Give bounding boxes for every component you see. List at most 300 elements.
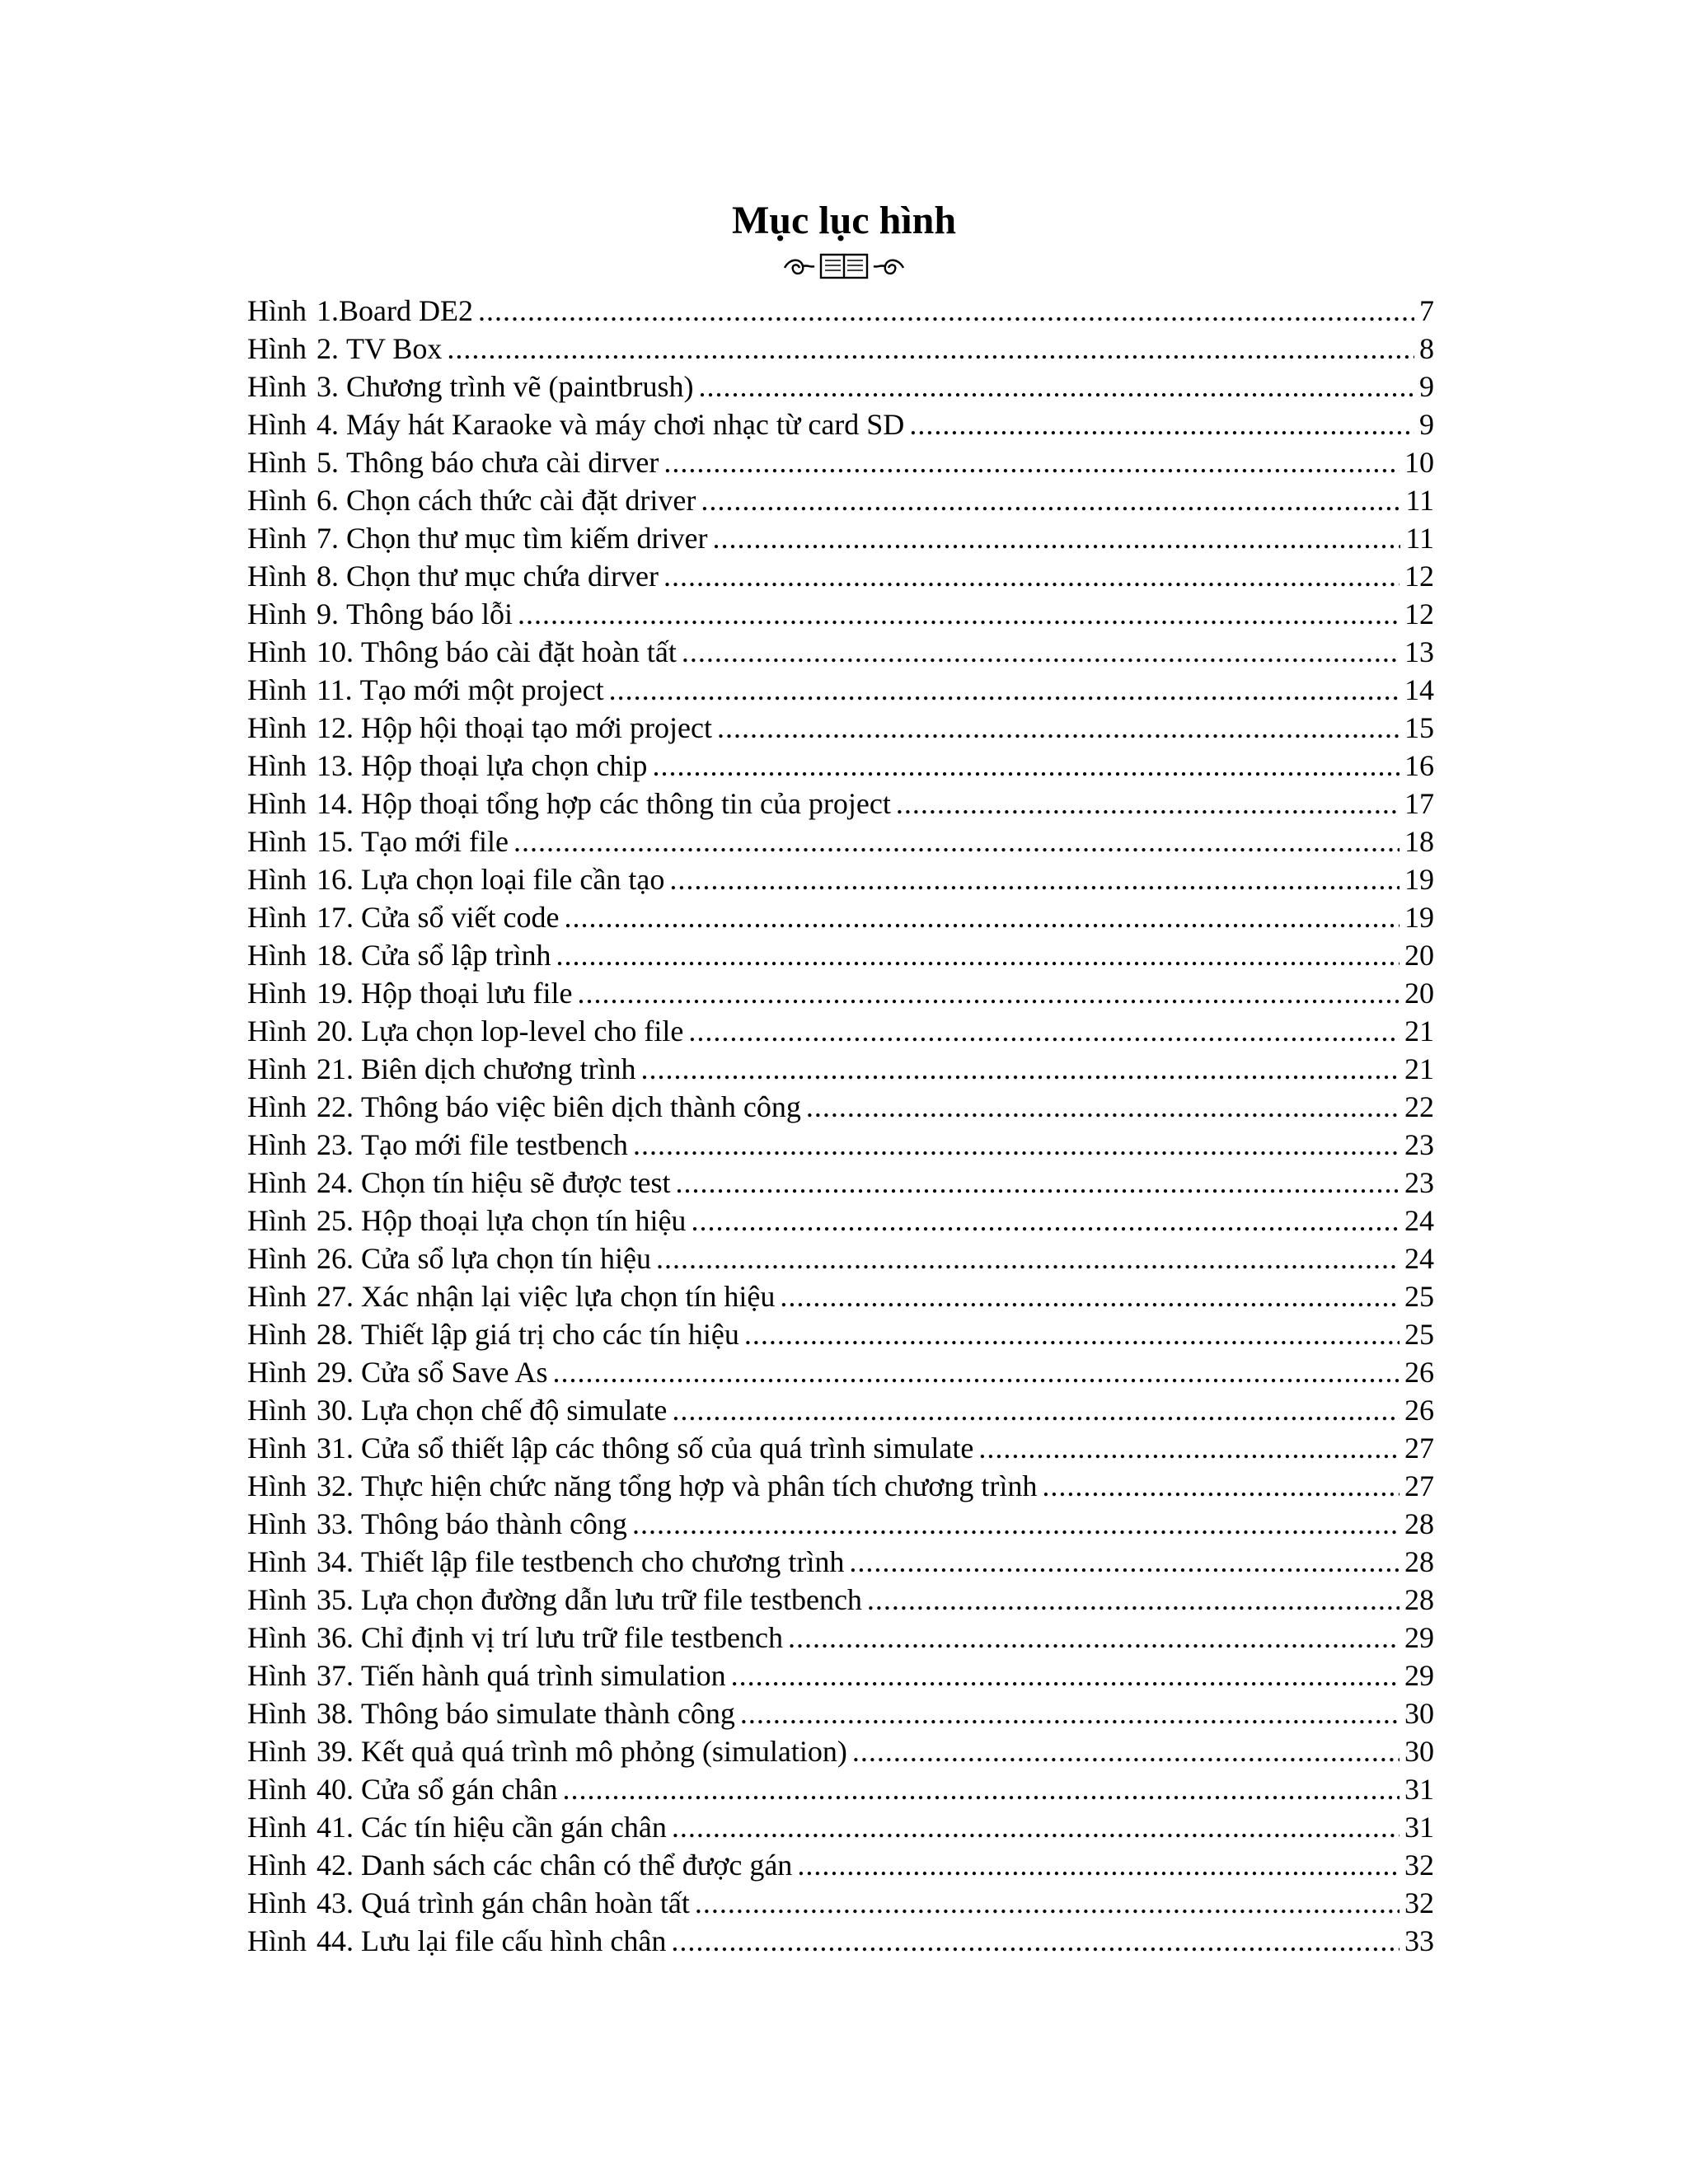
entry-number: 43. [316, 1886, 354, 1919]
entry-separator [354, 1884, 361, 1922]
entry-caption: Hộp thoại lưu file [361, 977, 573, 1010]
entry-caption: Thực hiện chức năng tổng hợp và phân tích chương trình [361, 1469, 1038, 1502]
entry-prefix: Hình [247, 825, 307, 858]
entry-prefix: Hình [247, 1015, 307, 1047]
entry-page-number: 19 [1404, 863, 1434, 896]
entry-prefix: Hình [247, 635, 307, 668]
entry-separator [354, 1467, 361, 1505]
entry-prefix: Hình [247, 673, 307, 706]
entry-separator [354, 1202, 361, 1240]
entry-page-number: 26 [1404, 1356, 1434, 1389]
entry-page-number: 28 [1404, 1583, 1434, 1616]
entry-caption: Tạo mới file [361, 825, 509, 858]
dot-leader [701, 481, 1400, 519]
toc-entry[interactable] [247, 1846, 1434, 1884]
entry-number: 4. [316, 408, 339, 441]
entry-prefix: Hình [247, 1886, 307, 1919]
entry-separator [354, 1732, 361, 1770]
toc-entry[interactable] [247, 1240, 1434, 1277]
entry-page-number: 23 [1404, 1166, 1434, 1199]
entry-caption: Tạo mới một project [359, 673, 604, 706]
entry-number: 39. [316, 1735, 354, 1768]
entry-caption: Cửa sổ lựa chọn tín hiệu [361, 1242, 651, 1275]
entry-caption: TV Box [346, 332, 443, 365]
entry-page-number: 24 [1404, 1242, 1434, 1275]
entry-separator [354, 1543, 361, 1581]
entry-separator [339, 405, 346, 443]
entry-separator [339, 481, 346, 519]
toc-entry[interactable] [247, 1770, 1434, 1808]
entry-separator [354, 1277, 361, 1315]
entry-number: 13. [316, 749, 354, 782]
entry-prefix: Hình [247, 1507, 307, 1540]
entry-prefix: Hình [247, 1432, 307, 1465]
entry-prefix: Hình [247, 1166, 307, 1199]
entry-caption: Máy hát Karaoke và máy chơi nhạc từ card SD [346, 408, 905, 441]
entry-page-number: 15 [1404, 711, 1434, 744]
entry-page-number: 27 [1404, 1432, 1434, 1465]
entry-page-number: 33 [1404, 1924, 1434, 1957]
toc-entry[interactable] [247, 1732, 1434, 1770]
entry-number: 1. [316, 294, 339, 327]
entry-page-number: 28 [1404, 1545, 1434, 1578]
entry-caption: Cửa sổ thiết lập các thông số của quá trình simulate [361, 1432, 974, 1465]
toc-entry[interactable] [247, 519, 1434, 557]
entry-separator [354, 1088, 361, 1126]
dot-leader [712, 519, 1400, 557]
entry-page-number: 28 [1404, 1507, 1434, 1540]
dot-leader [978, 1429, 1400, 1467]
entry-separator [354, 936, 361, 974]
entry-number: 22. [316, 1090, 354, 1123]
entry-separator [354, 1050, 361, 1088]
entry-page-number: 20 [1404, 939, 1434, 972]
entry-prefix: Hình [247, 977, 307, 1010]
toc-entry[interactable] [247, 1202, 1434, 1240]
toc-entry[interactable] [247, 1164, 1434, 1202]
entry-number: 12. [316, 711, 354, 744]
entry-number: 36. [316, 1621, 354, 1654]
entry-separator [354, 1922, 361, 1960]
entry-page-number: 25 [1404, 1280, 1434, 1313]
entry-number: 21. [316, 1052, 354, 1085]
entry-page-number: 27 [1404, 1469, 1434, 1502]
dot-leader [609, 671, 1400, 709]
entry-number: 33. [316, 1507, 354, 1540]
dot-leader [564, 898, 1400, 936]
entry-separator [354, 898, 361, 936]
toc-entry[interactable] [247, 1922, 1434, 1960]
entry-number: 34. [316, 1545, 354, 1578]
entry-separator [354, 1012, 361, 1050]
entry-number: 18. [316, 939, 354, 972]
dot-leader [867, 1581, 1400, 1619]
entry-separator [354, 785, 361, 823]
entry-page-number: 26 [1404, 1394, 1434, 1427]
open-book-fleuron-icon [0, 247, 1688, 285]
toc-entry[interactable] [247, 1694, 1434, 1732]
entry-separator [354, 709, 361, 747]
dot-leader [1042, 1467, 1400, 1505]
entry-page-number: 8 [1419, 332, 1434, 365]
entry-separator [339, 443, 346, 481]
dot-leader [717, 709, 1400, 747]
entry-number: 29. [316, 1356, 354, 1389]
entry-number: 16. [316, 863, 354, 896]
toc-entry[interactable] [247, 1088, 1434, 1126]
entry-page-number: 32 [1404, 1886, 1434, 1919]
entry-number: 5. [316, 446, 339, 479]
entry-page-number: 12 [1404, 560, 1434, 593]
toc-entry[interactable] [247, 1467, 1434, 1505]
dot-leader [641, 1050, 1400, 1088]
dot-leader [556, 936, 1400, 974]
dot-leader [849, 1543, 1400, 1581]
dot-leader [740, 1694, 1400, 1732]
entry-separator [354, 1353, 361, 1391]
entry-separator [354, 1126, 361, 1164]
entry-prefix: Hình [247, 1773, 307, 1806]
entry-caption: Chọn thư mục tìm kiếm driver [346, 522, 708, 555]
entry-number: 3. [316, 370, 339, 403]
entry-page-number: 20 [1404, 977, 1434, 1010]
entry-prefix: Hình [247, 1128, 307, 1161]
toc-entry[interactable] [247, 292, 1434, 330]
entry-separator [354, 1619, 361, 1657]
toc-entry[interactable] [247, 443, 1434, 481]
page-title: Mục lục hình [731, 199, 957, 242]
entry-caption: Thông báo cài đặt hoàn tất [361, 635, 677, 668]
toc-entry[interactable] [247, 557, 1434, 595]
entry-separator [354, 1164, 361, 1202]
entry-separator [354, 1770, 361, 1808]
entry-prefix: Hình [247, 1356, 307, 1389]
entry-prefix: Hình [247, 749, 307, 782]
entry-number: 37. [316, 1659, 354, 1692]
entry-caption: Board DE2 [339, 294, 473, 327]
entry-separator [339, 519, 346, 557]
toc-entry[interactable] [247, 785, 1434, 823]
entry-number: 30. [316, 1394, 354, 1427]
entry-caption: Thông báo việc biên dịch thành công [361, 1090, 801, 1123]
entry-number: 26. [316, 1242, 354, 1275]
entry-caption: Lựa chọn lop-level cho file [361, 1015, 684, 1047]
entry-caption: Tạo mới file testbench [361, 1128, 628, 1161]
dot-leader [478, 292, 1414, 330]
entry-caption: Hộp thoại tổng hợp các thông tin của project [361, 787, 891, 820]
entry-number: 17. [316, 901, 354, 934]
figure-list [247, 292, 1434, 1960]
entry-number: 31. [316, 1432, 354, 1465]
entry-number: 14. [316, 787, 354, 820]
entry-page-number: 29 [1404, 1659, 1434, 1692]
entry-separator [354, 1808, 361, 1846]
entry-prefix: Hình [247, 1924, 307, 1957]
entry-separator [353, 671, 360, 709]
dot-leader [669, 860, 1400, 898]
entry-separator [354, 1315, 361, 1353]
entry-caption: Hộp thoại lựa chọn chip [361, 749, 648, 782]
toc-entry[interactable] [247, 1505, 1434, 1543]
entry-caption: Cửa sổ viết code [361, 901, 560, 934]
entry-prefix: Hình [247, 787, 307, 820]
entry-page-number: 31 [1404, 1811, 1434, 1844]
dot-leader [513, 823, 1400, 860]
entry-page-number: 25 [1404, 1318, 1434, 1351]
entry-caption: Cửa sổ Save As [361, 1356, 548, 1389]
entry-number: 44. [316, 1924, 354, 1957]
toc-entry[interactable] [247, 1012, 1434, 1050]
entry-number: 41. [316, 1811, 354, 1844]
entry-prefix: Hình [247, 370, 307, 403]
entry-prefix: Hình [247, 901, 307, 934]
toc-entry[interactable] [247, 1657, 1434, 1694]
entry-page-number: 7 [1419, 294, 1434, 327]
toc-entry[interactable] [247, 1050, 1434, 1088]
entry-prefix: Hình [247, 1052, 307, 1085]
entry-number: 25. [316, 1204, 354, 1237]
entry-prefix: Hình [247, 1469, 307, 1502]
entry-number: 9. [316, 598, 339, 630]
dot-leader [744, 1315, 1400, 1353]
dot-leader [663, 557, 1400, 595]
dot-leader [788, 1619, 1400, 1657]
entry-number: 27. [316, 1280, 354, 1313]
entry-caption: Thông báo thành công [361, 1507, 627, 1540]
toc-entry[interactable] [247, 1581, 1434, 1619]
entry-page-number: 11 [1405, 522, 1434, 555]
entry-page-number: 24 [1404, 1204, 1434, 1237]
entry-number: 7. [316, 522, 339, 555]
entry-caption: Hộp hội thoại tạo mới project [361, 711, 712, 744]
dot-leader [852, 1732, 1400, 1770]
toc-entry[interactable] [247, 368, 1434, 405]
dot-leader [806, 1088, 1400, 1126]
entry-page-number: 11 [1405, 484, 1434, 517]
toc-entry[interactable] [247, 1543, 1434, 1581]
entry-page-number: 9 [1419, 370, 1434, 403]
entry-prefix: Hình [247, 939, 307, 972]
entry-caption: Danh sách các chân có thể được gán [361, 1849, 793, 1882]
toc-entry[interactable] [247, 633, 1434, 671]
entry-separator [354, 747, 361, 785]
dot-leader [656, 1240, 1400, 1277]
toc-entry[interactable] [247, 898, 1434, 936]
dot-leader [518, 595, 1400, 633]
entry-prefix: Hình [247, 1849, 307, 1882]
entry-prefix: Hình [247, 560, 307, 593]
toc-entry[interactable] [247, 1619, 1434, 1657]
entry-separator [354, 1429, 361, 1467]
dot-leader [682, 633, 1400, 671]
dot-leader [780, 1277, 1400, 1315]
entry-page-number: 13 [1404, 635, 1434, 668]
entry-prefix: Hình [247, 1318, 307, 1351]
entry-caption: Chọn cách thức cài đặt driver [346, 484, 696, 517]
toc-entry[interactable] [247, 330, 1434, 368]
entry-page-number: 17 [1404, 787, 1434, 820]
entry-separator [354, 1505, 361, 1543]
entry-separator [354, 1581, 361, 1619]
entry-number: 2. [316, 332, 339, 365]
toc-entry[interactable] [247, 595, 1434, 633]
entry-caption: Thông báo simulate thành công [361, 1697, 735, 1730]
toc-entry[interactable] [247, 1315, 1434, 1353]
dot-leader [896, 785, 1400, 823]
entry-separator [354, 1391, 361, 1429]
entry-number: 11. [316, 673, 353, 706]
toc-entry[interactable] [247, 1429, 1434, 1467]
entry-number: 23. [316, 1128, 354, 1161]
entry-separator [339, 557, 346, 595]
entry-caption: Tiến hành quá trình simulation [361, 1659, 726, 1692]
toc-entry[interactable] [247, 1884, 1434, 1922]
entry-prefix: Hình [247, 1280, 307, 1313]
entry-page-number: 30 [1404, 1735, 1434, 1768]
entry-number: 19. [316, 977, 354, 1010]
entry-caption: Kết quả quá trình mô phỏng (simulation) [361, 1735, 847, 1768]
entry-number: 20. [316, 1015, 354, 1047]
entry-number: 32. [316, 1469, 354, 1502]
toc-entry[interactable] [247, 481, 1434, 519]
entry-number: 24. [316, 1166, 354, 1199]
entry-number: 28. [316, 1318, 354, 1351]
entry-caption: Lựa chọn đường dẫn lưu trữ file testbench [361, 1583, 862, 1616]
entry-prefix: Hình [247, 1545, 307, 1578]
entry-caption: Thiết lập file testbench cho chương trình [361, 1545, 845, 1578]
dot-leader [562, 1770, 1400, 1808]
entry-page-number: 30 [1404, 1697, 1434, 1730]
entry-number: 42. [316, 1849, 354, 1882]
entry-page-number: 23 [1404, 1128, 1434, 1161]
dot-leader [663, 443, 1400, 481]
entry-prefix: Hình [247, 1811, 307, 1844]
entry-prefix: Hình [247, 446, 307, 479]
entry-caption: Cửa sổ gán chân [361, 1773, 558, 1806]
entry-prefix: Hình [247, 332, 307, 365]
entry-caption: Thiết lập giá trị cho các tín hiệu [361, 1318, 739, 1351]
entry-prefix: Hình [247, 1697, 307, 1730]
toc-entry[interactable] [247, 860, 1434, 898]
entry-page-number: 32 [1404, 1849, 1434, 1882]
dot-leader [671, 1922, 1400, 1960]
entry-prefix: Hình [247, 1621, 307, 1654]
toc-entry[interactable] [247, 709, 1434, 747]
entry-separator [339, 368, 346, 405]
toc-entry[interactable] [247, 1391, 1434, 1429]
entry-separator [354, 1240, 361, 1277]
entry-caption: Thông báo chưa cài dirver [346, 446, 659, 479]
entry-number: 15. [316, 825, 354, 858]
entry-separator [354, 974, 361, 1012]
entry-page-number: 21 [1404, 1015, 1434, 1047]
dot-leader [633, 1126, 1400, 1164]
entry-caption: Các tín hiệu cần gán chân [361, 1811, 667, 1844]
entry-prefix: Hình [247, 1583, 307, 1616]
dot-leader [676, 1164, 1400, 1202]
dot-leader [731, 1657, 1400, 1694]
entry-separator [354, 1846, 361, 1884]
entry-prefix: Hình [247, 1735, 307, 1768]
entry-caption: Hộp thoại lựa chọn tín hiệu [361, 1204, 687, 1237]
dot-leader [909, 405, 1414, 443]
entry-caption: Cửa sổ lập trình [361, 939, 551, 972]
dot-leader [672, 1808, 1400, 1846]
toc-entry[interactable] [247, 671, 1434, 709]
dot-leader [695, 1884, 1400, 1922]
entry-prefix: Hình [247, 484, 307, 517]
dot-leader [447, 330, 1414, 368]
entry-caption: Chương trình vẽ (paintbrush) [346, 370, 694, 403]
entry-separator [339, 330, 346, 368]
entry-prefix: Hình [247, 408, 307, 441]
entry-number: 38. [316, 1697, 354, 1730]
entry-caption: Quá trình gán chân hoàn tất [361, 1886, 690, 1919]
entry-number: 6. [316, 484, 339, 517]
entry-page-number: 18 [1404, 825, 1434, 858]
entry-prefix: Hình [247, 522, 307, 555]
entry-prefix: Hình [247, 1394, 307, 1427]
entry-page-number: 22 [1404, 1090, 1434, 1123]
entry-prefix: Hình [247, 1242, 307, 1275]
toc-entry[interactable] [247, 1353, 1434, 1391]
entry-prefix: Hình [247, 1659, 307, 1692]
toc-entry[interactable] [247, 1126, 1434, 1164]
entry-separator [354, 633, 361, 671]
entry-separator [354, 1657, 361, 1694]
entry-caption: Thông báo lỗi [346, 598, 513, 630]
entry-caption: Biên dịch chương trình [361, 1052, 636, 1085]
entry-caption: Chỉ định vị trí lưu trữ file testbench [361, 1621, 783, 1654]
dot-leader [672, 1391, 1400, 1429]
entry-page-number: 29 [1404, 1621, 1434, 1654]
entry-page-number: 12 [1404, 598, 1434, 630]
dot-leader [699, 368, 1415, 405]
dot-leader [652, 747, 1400, 785]
entry-caption: Chọn tín hiệu sẽ được test [361, 1166, 671, 1199]
toc-entry[interactable] [247, 747, 1434, 785]
entry-separator [354, 1694, 361, 1732]
entry-page-number: 10 [1404, 446, 1434, 479]
entry-caption: Chọn thư mục chứa dirver [346, 560, 659, 593]
entry-prefix: Hình [247, 294, 307, 327]
entry-page-number: 21 [1404, 1052, 1434, 1085]
toc-entry[interactable] [247, 823, 1434, 860]
entry-caption: Lựa chọn loại file cần tạo [361, 863, 665, 896]
entry-caption: Lưu lại file cấu hình chân [361, 1924, 667, 1957]
entry-prefix: Hình [247, 1204, 307, 1237]
entry-separator [354, 823, 361, 860]
entry-page-number: 19 [1404, 901, 1434, 934]
dot-leader [688, 1012, 1400, 1050]
entry-separator [339, 595, 346, 633]
entry-caption: Xác nhận lại việc lựa chọn tín hiệu [361, 1280, 776, 1313]
toc-entry[interactable] [247, 1277, 1434, 1315]
entry-number: 8. [316, 560, 339, 593]
toc-entry[interactable] [247, 1808, 1434, 1846]
entry-page-number: 16 [1404, 749, 1434, 782]
entry-page-number: 9 [1419, 408, 1434, 441]
dot-leader [691, 1202, 1400, 1240]
dot-leader [632, 1505, 1400, 1543]
entry-page-number: 14 [1404, 673, 1434, 706]
toc-entry[interactable] [247, 936, 1434, 974]
entry-prefix: Hình [247, 598, 307, 630]
entry-number: 35. [316, 1583, 354, 1616]
toc-entry[interactable] [247, 974, 1434, 1012]
toc-entry[interactable] [247, 405, 1434, 443]
entry-page-number: 31 [1404, 1773, 1434, 1806]
